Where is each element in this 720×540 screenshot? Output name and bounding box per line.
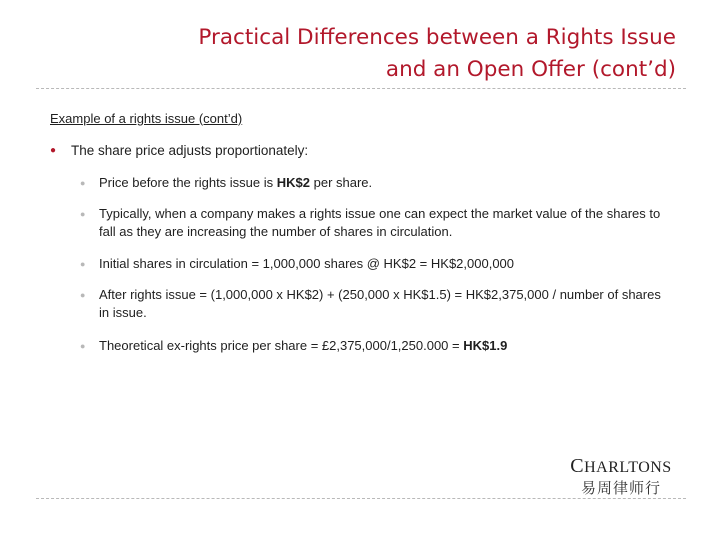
sub-bullet-text: Initial shares in circulation = 1,000,000 shares @ HK$2 = HK$2,000,000 — [99, 256, 515, 271]
sub-bullet-after-rights — [80, 286, 670, 322]
top-divider — [36, 88, 686, 89]
slide-title — [76, 22, 676, 86]
sub-bullet-text: After rights issue = (1,000,000 x HK$2) + (250,000 x HK$1.5) = HK$2,375,000 / number of shares in issue. — [99, 287, 661, 320]
sub-bullet-ex-rights-price — [80, 337, 670, 355]
main-bullet-text: The share price adjusts proportionately: — [71, 143, 309, 158]
sub-bullet-initial-shares — [80, 255, 670, 273]
sub-bullet-bold-value: HK$2 — [276, 175, 310, 190]
bullet-dot-icon: ● — [80, 341, 86, 351]
sub-bullet-text: Typically, when a company makes a rights issue one can expect the market value of the shares to fall as they are increasing the number of shares in circulation. — [99, 206, 661, 239]
sub-bullet-text: Price before the rights issue is — [99, 175, 277, 190]
bullet-dot-icon: ● — [80, 290, 86, 300]
charltons-logo — [558, 455, 684, 495]
logo-english-text: CHARLTONS — [570, 455, 672, 477]
sub-bullet-text-tail: per share. — [310, 175, 373, 190]
main-bullet — [50, 142, 308, 160]
bullet-dot-icon: ● — [80, 178, 86, 188]
bullet-dot-icon: ● — [50, 145, 57, 156]
bullet-dot-icon: ● — [80, 209, 86, 219]
sub-bullet-text: Theoretical ex-rights price per share = £2,375,000/1,250.000 = — [99, 338, 464, 353]
bullet-dot-icon: ● — [80, 259, 86, 269]
sub-bullet-market-value — [80, 205, 670, 241]
sub-bullet-price-before — [80, 174, 670, 192]
logo-chinese-text: 易周律师行 — [580, 479, 661, 497]
sub-bullet-bold-value: HK$1.9 — [463, 338, 508, 353]
title-line-2: and an Open Offer (cont’d) — [385, 57, 676, 82]
bottom-divider — [36, 498, 686, 499]
section-subheading: Example of a rights issue (cont’d) — [50, 111, 243, 126]
title-line-1: Practical Differences between a Rights Issue — [198, 25, 676, 50]
